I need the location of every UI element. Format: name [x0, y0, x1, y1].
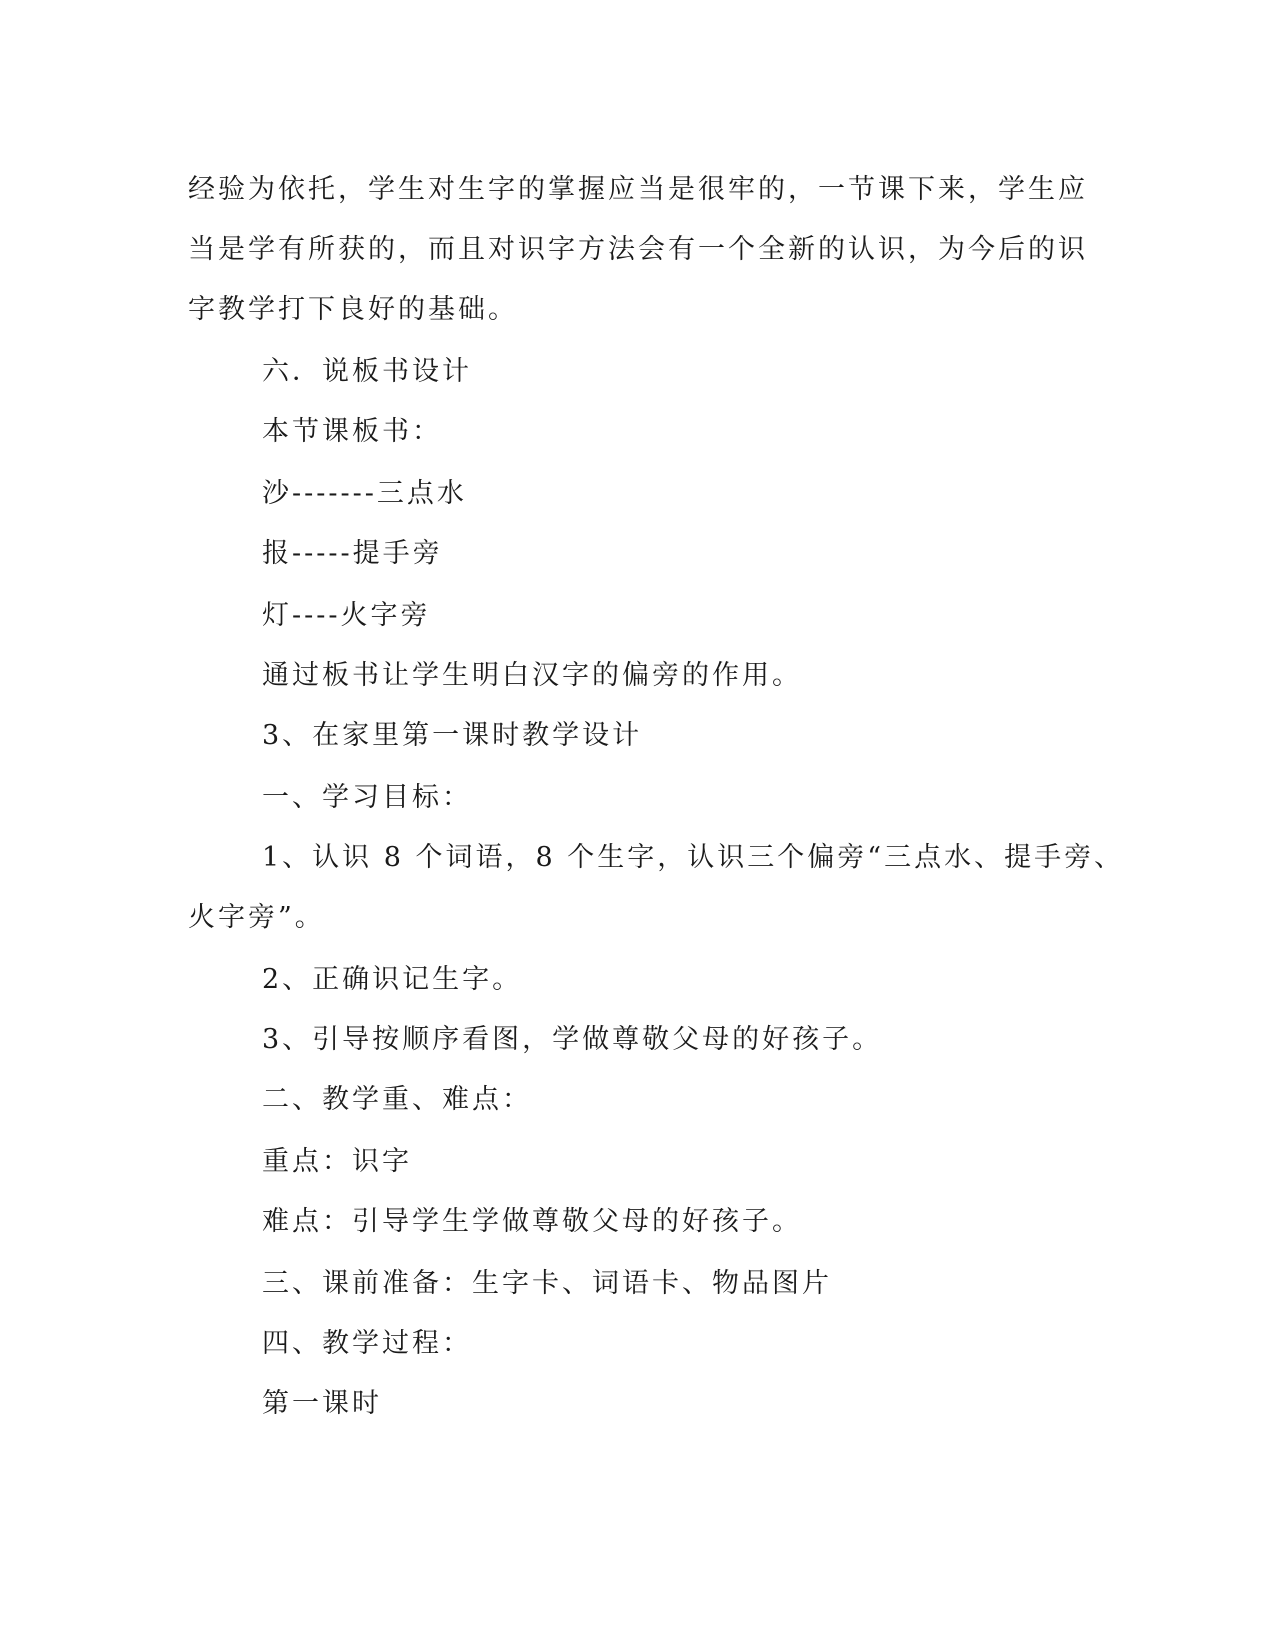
section-heading: 三、课前准备：生字卡、词语卡、物品图片 [262, 1268, 832, 1299]
board-line: 灯----火字旁 [262, 600, 431, 631]
paragraph-line: 2、正确识记生字。 [262, 964, 523, 995]
paragraph-line: 1、认识 8 个词语，8 个生字，认识三个偏旁“三点水、提手旁、 [262, 842, 1125, 873]
section-heading: 一、学习目标： [262, 782, 472, 813]
section-heading: 二、教学重、难点： [262, 1084, 532, 1115]
paragraph-line: 火字旁”。 [188, 902, 325, 933]
section-heading: 3、在家里第一课时教学设计 [262, 720, 643, 751]
paragraph-line: 重点：识字 [262, 1146, 412, 1177]
paragraph-line: 通过板书让学生明白汉字的偏旁的作用。 [262, 660, 802, 691]
paragraph-line: 本节课板书： [262, 416, 442, 447]
paragraph-line: 难点：引导学生学做尊敬父母的好孩子。 [262, 1206, 802, 1237]
paragraph-line: 第一课时 [262, 1388, 382, 1419]
section-heading: 六．说板书设计 [262, 356, 472, 387]
board-line: 报-----提手旁 [262, 538, 443, 569]
paragraph-line: 字教学打下良好的基础。 [188, 294, 518, 325]
paragraph-line: 当是学有所获的，而且对识字方法会有一个全新的认识，为今后的识 [188, 234, 1088, 265]
paragraph-line: 经验为依托，学生对生字的掌握应当是很牢的，一节课下来，学生应 [188, 174, 1088, 205]
paragraph-line: 3、引导按顺序看图，学做尊敬父母的好孩子。 [262, 1024, 883, 1055]
board-line: 沙-------三点水 [262, 478, 467, 509]
section-heading: 四、教学过程： [262, 1328, 472, 1359]
